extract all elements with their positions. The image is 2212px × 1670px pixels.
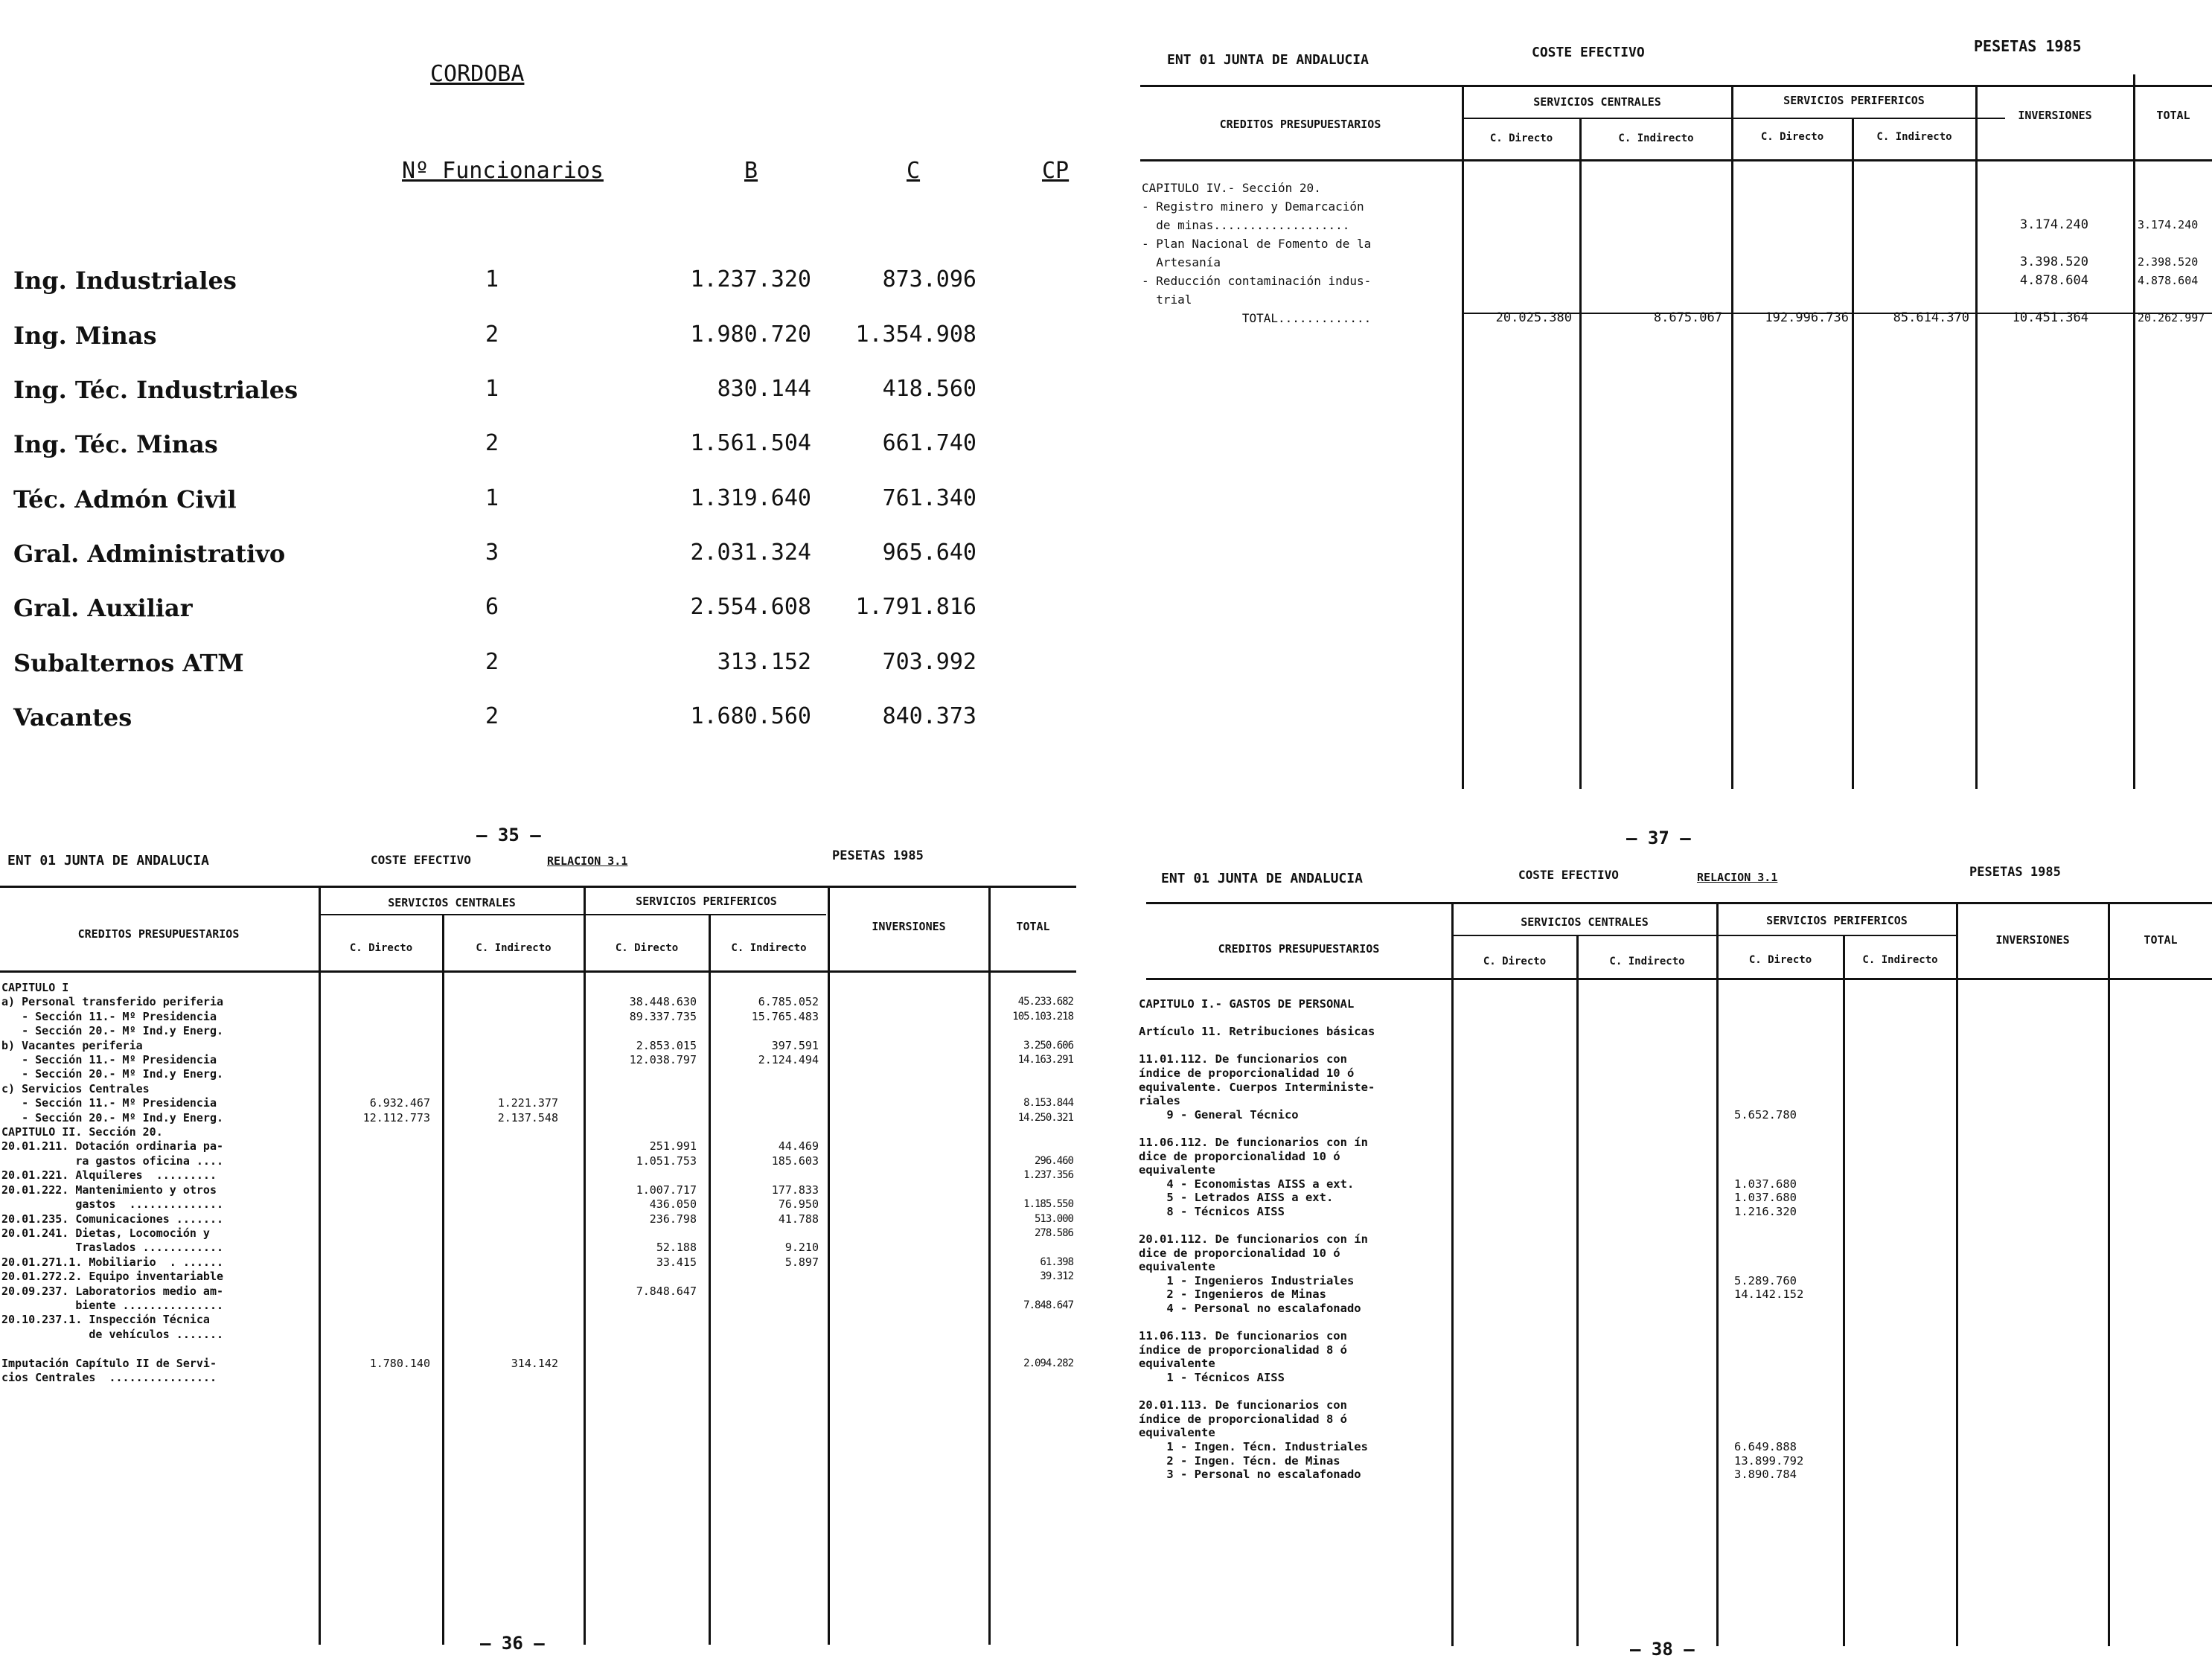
col-ci1: C. Indirecto — [1609, 956, 1685, 967]
page-35 — [0, 0, 1102, 845]
col-total: TOTAL — [2144, 933, 2178, 947]
inversiones-values: 3.174.240 3.398.520 4.878.604 10.451.364 — [2012, 217, 2088, 325]
row-name: Ing. Industriales — [13, 266, 237, 295]
col-line — [1716, 902, 1719, 1646]
c-directo-perifericos: 38.448.630 89.337.735 2.853.015 12.038.797 251.991 1.051.753 1.007.717 436.050 236.798 52.188 33.415 7.848.647 — [629, 995, 697, 1298]
page-36 — [0, 848, 1087, 1670]
row-b: 1.319.640 — [690, 485, 811, 511]
header-rel: RELACION 3.1 — [547, 854, 628, 868]
table-top-line — [0, 886, 1076, 888]
row-n: 3 — [485, 540, 499, 566]
row-b: 1.561.504 — [690, 430, 811, 456]
page-number: — 37 — — [1626, 828, 1691, 848]
subheader-line — [1453, 935, 1956, 936]
col-ci2: C. Indirecto — [1862, 954, 1938, 966]
header-left: ENT 01 JUNTA DE ANDALUCIA — [1161, 871, 1363, 886]
col-ci2: C. Indirecto — [1876, 131, 1952, 143]
col-centrales: SERVICIOS CENTRALES — [1533, 95, 1661, 109]
c-indirecto-perifericos: 85.614.370 — [1893, 310, 1969, 325]
header-right: PESETAS 1985 — [1969, 865, 2061, 880]
row-n: 1 — [485, 266, 499, 292]
header-c: C — [907, 158, 921, 184]
col-line — [1843, 935, 1845, 1646]
row-n: 6 — [485, 594, 499, 620]
row-c: 1.791.816 — [855, 594, 976, 620]
row-b: 2.031.324 — [690, 540, 811, 566]
row-n: 1 — [485, 376, 499, 402]
header-mid: COSTE EFECTIVO — [371, 853, 471, 867]
col-cd1: C. Directo — [1489, 132, 1553, 144]
col-line — [2108, 902, 2110, 1646]
col-cd1: C. Directo — [349, 942, 413, 954]
row-name: Vacantes — [13, 703, 132, 732]
col-line — [1451, 902, 1454, 1646]
c-indirecto-centrales: 1.221.377 2.137.548 314.142 — [497, 1096, 558, 1370]
table-top-line — [1146, 902, 2212, 904]
page-37 — [1131, 0, 2212, 856]
col-inversiones: INVERSIONES — [872, 920, 946, 933]
row-name: Ing. Téc. Industriales — [13, 376, 298, 404]
row-b: 2.554.608 — [690, 594, 811, 620]
header-b: B — [744, 158, 758, 184]
header-mid: COSTE EFECTIVO — [1532, 45, 1645, 60]
row-name: Ing. Téc. Minas — [13, 430, 218, 458]
header-right: PESETAS 1985 — [832, 848, 924, 863]
col-inversiones: INVERSIONES — [1995, 933, 2070, 947]
header-funcionarios: Nº Funcionarios — [402, 158, 604, 184]
row-c: 761.340 — [882, 485, 976, 511]
row-c: 840.373 — [882, 703, 976, 729]
col-cd2: C. Directo — [1760, 131, 1824, 143]
row-n: 2 — [485, 321, 499, 348]
total-values: 45.233.682 105.103.218 3.250.606 14.163.291 8.153.844 14.250.321 296.460 1.237.356 1.185.550 513.000 278.586 61.398 39.312 7.848.647 2.094.282 — [1012, 996, 1073, 1369]
concepts-column: CAPITULO IV.- Sección 20. - Registro minero y Demarcación de minas................... - Plan Nacional de Fomento de la Artesanía - Reducción contaminación indus- trial TOTAL............. — [1142, 181, 1372, 325]
page-number: — 38 — — [1630, 1639, 1695, 1660]
col-cd1: C. Directo — [1483, 956, 1547, 967]
row-name: Téc. Admón Civil — [13, 485, 237, 514]
col-perifericos: SERVICIOS PERIFERICOS — [1783, 94, 1925, 107]
col-line — [1956, 902, 1958, 1646]
row-c: 418.560 — [882, 376, 976, 402]
total-values: 3.174.240 2.398.520 4.878.604 20.262.997 — [2138, 218, 2205, 324]
page-number: — 36 — — [480, 1633, 545, 1654]
col-cd2: C. Directo — [615, 942, 679, 954]
row-name: Gral. Auxiliar — [13, 594, 193, 622]
row-name: Gral. Administrativo — [13, 540, 286, 568]
page-35-title: CORDOBA — [430, 61, 525, 87]
col-inversiones: INVERSIONES — [2018, 109, 2092, 122]
col-creditos: CREDITOS PRESUPUESTARIOS — [1219, 118, 1381, 131]
row-b: 1.237.320 — [690, 266, 811, 292]
col-centrales: SERVICIOS CENTRALES — [388, 896, 516, 909]
col-perifericos: SERVICIOS PERIFERICOS — [1766, 914, 1908, 927]
header-bottom-line — [1146, 978, 2212, 980]
c-directo-centrales: 20.025.380 — [1495, 310, 1572, 325]
row-c: 873.096 — [882, 266, 976, 292]
col-line — [1576, 935, 1579, 1646]
c-indirecto-perifericos: 6.785.052 15.765.483 397.591 2.124.494 44.469 185.603 177.833 76.950 41.788 9.210 5.897 — [751, 995, 819, 1269]
col-cd2: C. Directo — [1748, 954, 1812, 966]
row-c: 661.740 — [882, 430, 976, 456]
c-indirecto-centrales: 8.675.067 — [1653, 310, 1722, 325]
subheader-line — [320, 914, 826, 915]
header-bottom-line — [1140, 159, 2212, 161]
col-total: TOTAL — [1016, 920, 1050, 933]
header-bottom-line — [0, 970, 1076, 973]
header-left: ENT 01 JUNTA DE ANDALUCIA — [1167, 52, 1369, 68]
col-line — [2133, 74, 2135, 789]
header-mid: COSTE EFECTIVO — [1518, 868, 1619, 882]
row-n: 2 — [485, 649, 499, 675]
header-cp: CP — [1042, 158, 1070, 184]
col-ci1: C. Indirecto — [1618, 132, 1694, 144]
row-c: 965.640 — [882, 540, 976, 566]
subheader-line — [1463, 118, 2005, 119]
concepts-column: CAPITULO I a) Personal transferido periferia - Sección 11.- Mº Presidencia - Sección 20.- Mº Ind.y Energ. b) Vacantes periferia - Sección 11.- Mº Presidencia - Sección 20.- Mº Ind.y Energ. c) Servicios Centrales - Sección 11.- Mº Presidencia - Sección 20.- Mº Ind.y Energ. CAPITULO II. Sección 20. 20.01.211. Dotación ordinaria pa- ra gastos oficina .... 20.01.221. Alquileres ......... 20.01.222. Mantenimiento y otros gastos .............. 20.01.235. Comunicaciones ....... 20.01.241. Dietas, Locomoción y Traslados ............ 20.01.271.1. Mobiliario . ...... 20.01.272.2. Equipo inventariable 20.09.237. Laboratorios medio am- biente ............... 20.10.237.1. Inspección Técnica de vehículos ....... Imputación Capítulo II de Servi- cios Centrales ................ — [1, 981, 224, 1384]
row-b: 1.980.720 — [690, 321, 811, 348]
table-top-line — [1140, 85, 2212, 87]
row-c: 1.354.908 — [855, 321, 976, 348]
col-total: TOTAL — [2156, 109, 2190, 122]
row-b: 1.680.560 — [690, 703, 811, 729]
col-perifericos: SERVICIOS PERIFERICOS — [636, 895, 777, 908]
col-centrales: SERVICIOS CENTRALES — [1521, 915, 1649, 929]
row-n: 2 — [485, 703, 499, 729]
page-number: — 35 — — [476, 825, 541, 845]
row-b: 313.152 — [717, 649, 811, 675]
concepts-column: CAPITULO I.- GASTOS DE PERSONAL Artículo 11. Retribuciones básicas 11.01.112. De funcionarios con índice de proporcionalidad 10 ó equivalente. Cuerpos Interministe- riales 9 - General Técnico 11.06.112. De funcionarios con ín dice de proporcionalidad 10 ó equivalente 4 - Economistas AISS a ext. 5 - Letrados AISS a ext. 8 - Técnicos AISS 20.01.112. De funcionarios con ín dice de proporcionalidad 10 ó equivalente 1 - Ingenieros Industriales 2 - Ingenieros de Minas 4 - Personal no escalafonado 11.06.113. De funcionarios con índice de proporcionalidad 8 ó equivalente 1 - Técnicos AISS 20.01.113. De funcionarios con índice de proporcionalidad 8 ó equivalente 1 - Ingen. Técn. Industriales 2 - Ingen. Técn. de Minas 3 - Personal no escalafonado — [1139, 997, 1375, 1482]
row-n: 1 — [485, 485, 499, 511]
c-directo-centrales: 6.932.467 12.112.773 1.780.140 — [362, 1096, 430, 1370]
row-name: Subalternos ATM — [13, 649, 244, 677]
header-left: ENT 01 JUNTA DE ANDALUCIA — [7, 853, 209, 868]
row-name: Ing. Minas — [13, 321, 157, 350]
row-c: 703.992 — [882, 649, 976, 675]
header-right: PESETAS 1985 — [1974, 37, 2082, 55]
row-n: 2 — [485, 430, 499, 456]
c-directo-perifericos: 5.652.780 1.037.680 1.037.680 1.216.320 5.289.760 14.142.152 6.649.888 13.899.792 3.890.784 — [1734, 1107, 1804, 1482]
col-line — [828, 886, 830, 1645]
col-creditos: CREDITOS PRESUPUESTARIOS — [77, 927, 240, 941]
col-ci2: C. Indirecto — [731, 942, 807, 954]
page-38 — [1131, 856, 2212, 1670]
c-directo-perifericos: 192.996.736 — [1765, 310, 1849, 325]
col-creditos: CREDITOS PRESUPUESTARIOS — [1218, 942, 1380, 956]
col-ci1: C. Indirecto — [476, 942, 552, 954]
header-rel: RELACION 3.1 — [1697, 871, 1778, 884]
row-b: 830.144 — [717, 376, 811, 402]
